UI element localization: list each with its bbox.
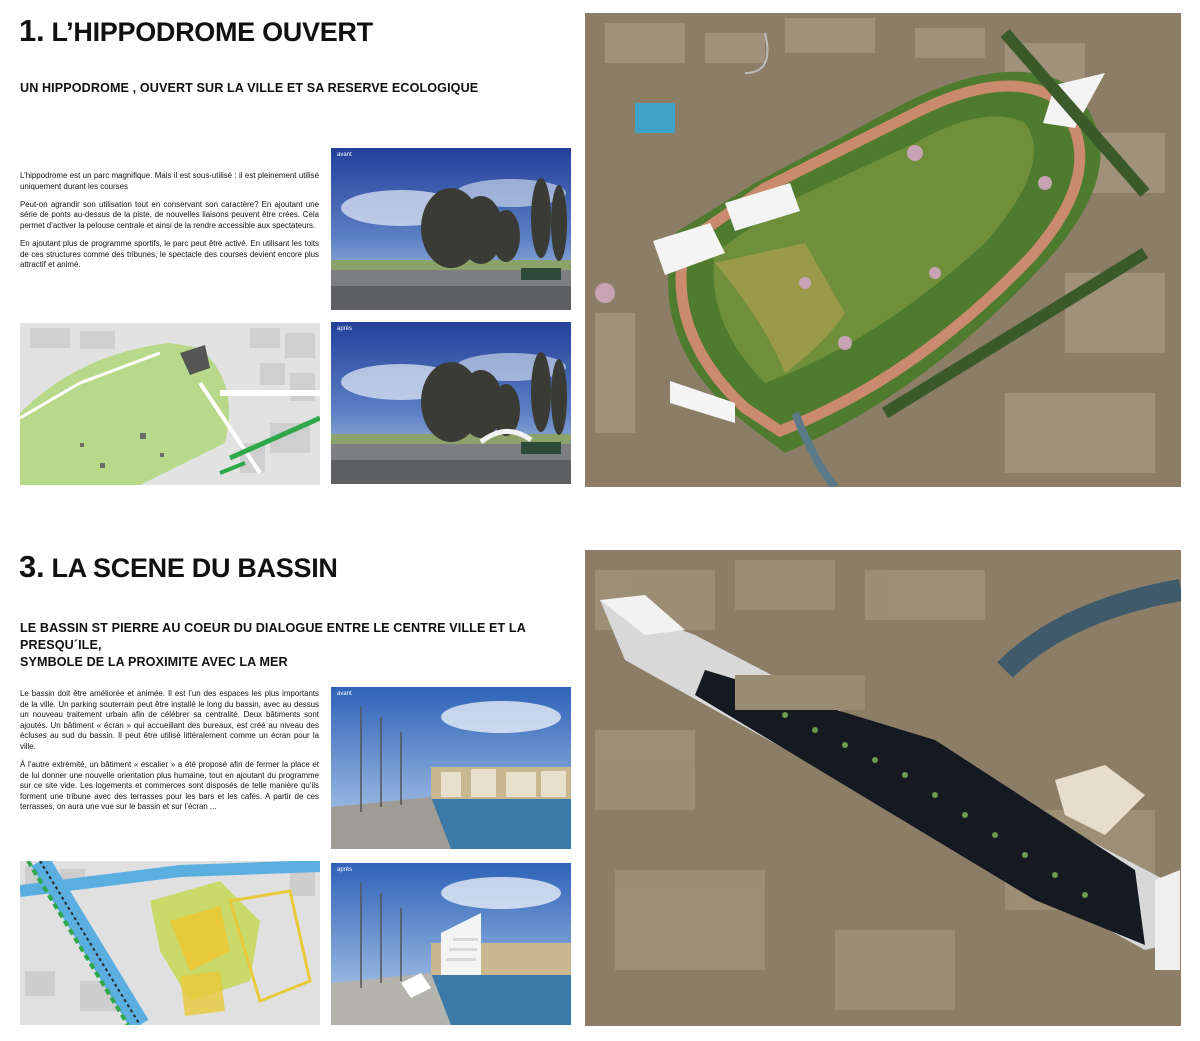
section1-paragraph: Peut-on agrandir son utilisation tout en conservant son caractère? En ajoutant une série de ponts au-dessus de la piste, de nouvelles liaisons peuvent être crées. Cela permet d’activer la pelouse centrale et ainsi de la rendre accessible aux spectateurs. [20, 199, 319, 230]
hippodrome-photo-before [331, 148, 571, 310]
section1-subtitle: UN HIPPODROME , OUVERT SUR LA VILLE ET SA RESERVE ECOLOGIQUE [20, 81, 479, 95]
section3-subtitle [20, 620, 580, 671]
section1-number: 1. [19, 13, 45, 48]
bassin-aerial-view [585, 550, 1181, 1026]
photo-label-before: avant [337, 152, 352, 158]
section1-paragraph: L’hippodrome est un parc magnifique. Mais il est sous-utilisé : il est pleinement utilisé uniquement durant les courses [20, 171, 319, 191]
section3-paragraph: À l’autre extrémité, un bâtiment « escalier » a été proposé afin de fermer la place et de lui donner une nouvelle orientation plus humaine, tout en ajoutant du programme sur ce site vide. Les logements et commerces sont disposés de telle manière qu’ils forment une tribune avec des terrasses pour les bars et les cafés. A partir de ces terrasses, on aura une vue sur le bassin et sur l’écran ... [20, 760, 319, 812]
section3-number: 3. [19, 549, 45, 584]
section3-paragraph: Le bassin doit être améliorée et animée. Il est l’un des espaces les plus importants de la ville. Un parking souterrain peut être installé le long du bassin, avec au dessus un nouveau traitement urbain afin de célébrer sa centralité. Deux bâtiments sont ajoutés. Un bâtiment « écran » qui accueillant des bureaux, est créé au niveau des écluses au sud du bassin. Il peut être utilisé littéralement comme un écran pour la ville. [20, 689, 319, 751]
section3-title: LA SCENE DU BASSIN [51, 553, 338, 583]
section1-heading [19, 13, 373, 49]
section3-heading [19, 549, 338, 585]
hippodrome-map [20, 323, 320, 485]
bassin-map [20, 861, 320, 1025]
bassin-photo-before [331, 687, 571, 849]
section3-subtitle-line1: LE BASSIN ST PIERRE AU COEUR DU DIALOGUE ENTRE LE CENTRE VILLE ET LA PRESQU´ILE, [20, 621, 526, 652]
hippodrome-aerial-view [585, 13, 1181, 487]
photo-label-before: avant [337, 691, 352, 697]
section1-paragraph: En ajoutant plus de programme sportifs, le parc peut être activé. En utilisant les toits de ces structures comme des tribunes, le spectacle des courses devient encore plus attractif et animé. [20, 238, 319, 270]
photo-label-after: après [337, 867, 353, 873]
section1-title: L’HIPPODROME OUVERT [51, 17, 373, 47]
photo-label-after: après [337, 326, 353, 332]
hippodrome-photo-after [331, 322, 571, 484]
section1-text [20, 171, 319, 278]
bassin-photo-after [331, 863, 571, 1025]
section3-subtitle-line2: SYMBOLE DE LA PROXIMITE AVEC LA MER [20, 655, 288, 669]
section3-text [20, 689, 319, 821]
